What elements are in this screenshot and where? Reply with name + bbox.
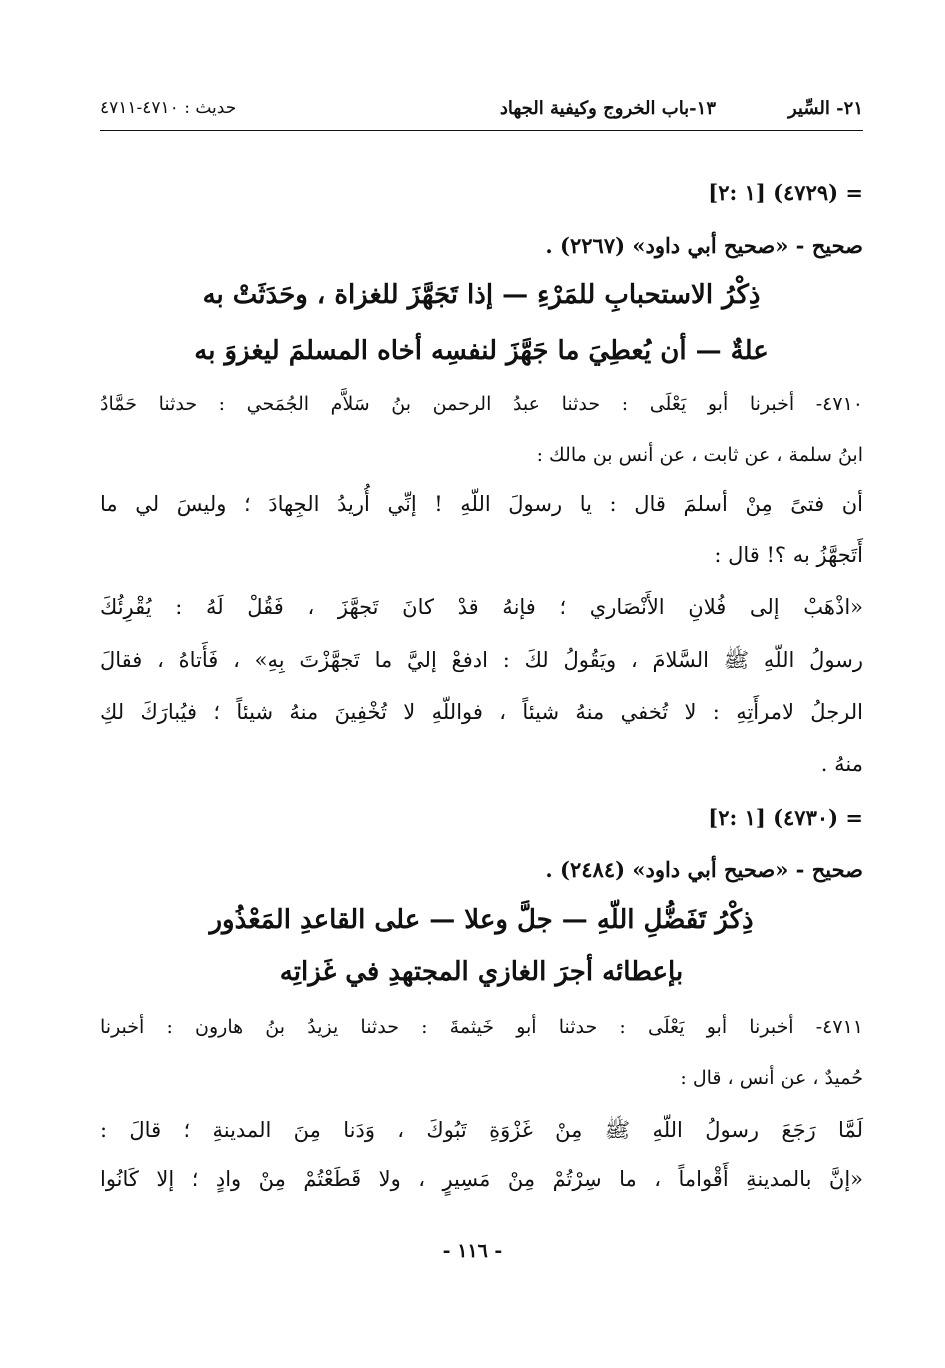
hadith-range: حديث : ٤٧١٠-٤٧١١ — [100, 98, 237, 118]
matn-line: رسولُ اللّهِ ﷺ السَّلامَ ، ويَقُولُ لكَ : ادفعْ إليَّ ما تَجهَّزْتَ بِهِ» ، فَأَتاهُ ، فقالَ — [100, 648, 863, 672]
header-rule — [100, 130, 863, 131]
matn-line: أن فتىً مِنْ أسلمَ قال : يا رسولَ اللّهِ ! إنِّي أُريدُ الجِهادَ ؛ وليسَ لي ما — [100, 492, 863, 516]
bab-title: ١٣-باب الخروج وكيفية الجهاد — [499, 97, 716, 119]
isnad-line: ٤٧١١- أخبرنا أبو يَعْلَى : حدثنا أبو خَيثمةَ : حدثنا يزيدُ بنُ هارون : أخبرنا — [100, 1016, 863, 1038]
reference-line: = (٤٧٢٩) [١ :٢] — [708, 180, 863, 205]
matn-line: منهُ . — [820, 752, 863, 776]
section-heading-line-2: بإعطائه أجرَ الغازي المجتهدِ في غَزاتِه — [279, 957, 684, 987]
header-right — [500, 98, 863, 119]
grading-line: صحيح - «صحيح أبي داود» (٢٢٦٧) . — [545, 233, 863, 258]
page-number: - ١١٦ - — [442, 1240, 503, 1262]
section-heading-line-2: علةٌ — أن يُعطِيَ ما جَهَّزَ لنفسِه أخاه المسلمَ ليغزوَ به — [194, 336, 769, 366]
grading-line: صحيح - «صحيح أبي داود» (٢٤٨٤) . — [545, 857, 863, 882]
matn-line: لَمَّا رَجَعَ رسولُ اللّهِ ﷺ مِنْ غَزْوَةِ تَبُوكَ ، وَدَنا مِنَ المدينةِ ؛ قالَ : — [100, 1118, 863, 1142]
isnad-line: ٤٧١٠- أخبرنا أبو يَعْلَى : حدثنا عبدُ الرحمن بنُ سَلاَّم الجُمَحي : حدثنا حَمَّادُ — [100, 393, 863, 415]
isnad-line: ابنُ سلمة ، عن ثابت ، عن أنس بن مالك : — [536, 444, 863, 466]
matn-line: الرجلُ لامرأَتِهِ : لا تُخفي منهُ شيئاً ، فواللّهِ لا تُخْفِينَ منهُ شيئاً ؛ فيُبارَكَ لكِ — [100, 700, 863, 724]
reference-line: = (٤٧٣٠) [١ :٢] — [708, 805, 863, 830]
section-heading-line-1: ذِكْرُ الاستحبابِ للمَرْءِ — إذا تَجَهَّزَ للغزاة ، وحَدَثَتْ به — [202, 280, 761, 310]
section-heading-line-1: ذِكْرُ تَفَضُّلِ اللّهِ — جلَّ وعلا — على القاعدِ المَعْذُور — [209, 905, 754, 935]
matn-line: «اذْهَبْ إلى فُلانِ الأَنْصَاري ؛ فإنهُ قدْ كانَ تَجهَّزَ ، فَقُلْ لَهُ : يُقْرِئُكَ — [100, 595, 863, 619]
isnad-line: حُميدٌ ، عن أنس ، قال : — [680, 1067, 863, 1089]
matn-line: «إنَّ بالمدينةِ أَقْواماً ، ما سِرْتُمْ مِنْ مَسِيرٍ ، ولا قَطَعْتُمْ مِنْ وادٍ ؛ إلا كَانُوا — [100, 1167, 863, 1191]
matn-line: أَتَجهَّزُ به ؟! قال : — [714, 543, 863, 567]
chapter-title: ٢١- السِّير — [788, 97, 863, 119]
page-header — [100, 90, 863, 126]
